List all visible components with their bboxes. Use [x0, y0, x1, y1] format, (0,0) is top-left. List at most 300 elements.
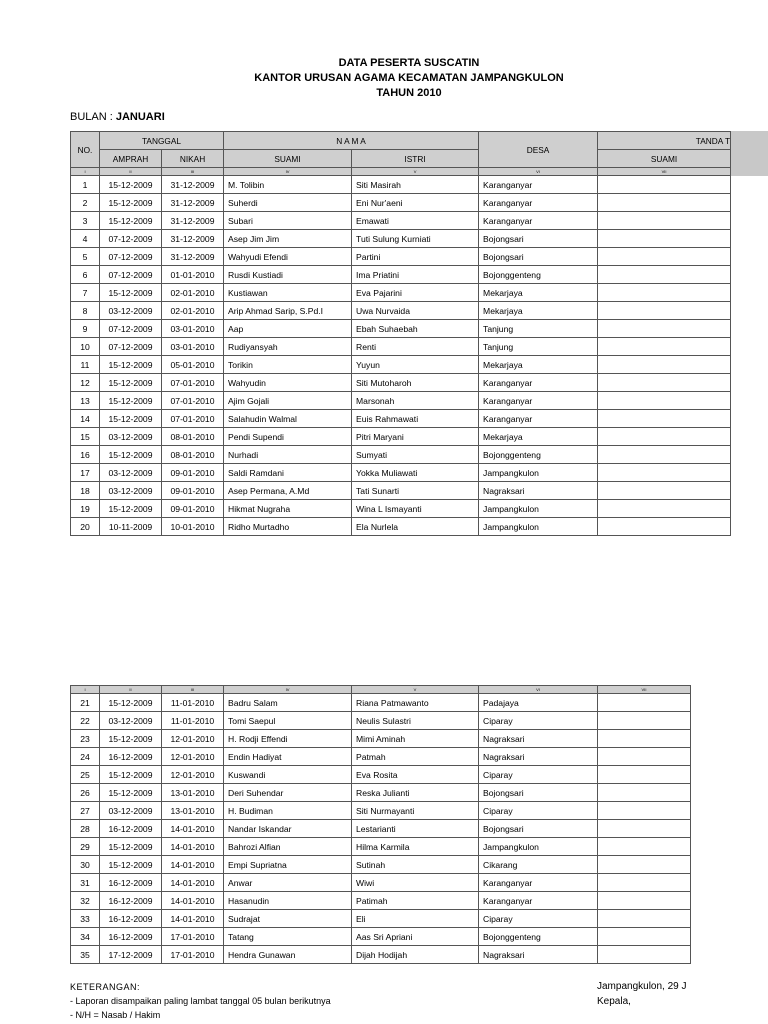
row-number: 11	[71, 356, 100, 374]
table-row	[71, 820, 691, 838]
wife-name: Eli	[352, 910, 479, 928]
column-index-cell: III	[162, 168, 224, 176]
husband-name: Endin Hadiyat	[224, 748, 352, 766]
husband-name: Nandar Iskandar	[224, 820, 352, 838]
wife-name: Uwa Nurvaida	[352, 302, 479, 320]
wife-name: Mimi Aminah	[352, 730, 479, 748]
amprah-date: 03-12-2009	[100, 302, 162, 320]
husband-name: Aap	[224, 320, 352, 338]
note-line: - N/H = Nasab / Hakim	[70, 1010, 161, 1020]
row-number: 16	[71, 446, 100, 464]
table-body-page-2	[71, 694, 691, 964]
amprah-date: 15-12-2009	[100, 356, 162, 374]
nikah-date: 12-01-2010	[162, 766, 224, 784]
notes-heading: KETERANGAN:	[70, 982, 141, 992]
wife-name: Ebah Suhaebah	[352, 320, 479, 338]
row-number: 34	[71, 928, 100, 946]
nikah-date: 02-01-2010	[162, 284, 224, 302]
wife-name: Eva Pajarini	[352, 284, 479, 302]
row-number: 10	[71, 338, 100, 356]
table-row	[71, 482, 731, 500]
header-nama: N A M A	[224, 132, 479, 150]
wife-name: Sutinah	[352, 856, 479, 874]
village: Bojonggenteng	[479, 266, 598, 284]
header-istri: ISTRI	[352, 150, 479, 168]
amprah-date: 03-12-2009	[100, 482, 162, 500]
village: Karanganyar	[479, 392, 598, 410]
amprah-date: 15-12-2009	[100, 446, 162, 464]
row-number: 28	[71, 820, 100, 838]
nikah-date: 07-01-2010	[162, 410, 224, 428]
title-line-1: DATA PESERTA SUSCATIN	[338, 57, 480, 69]
row-number: 5	[71, 248, 100, 266]
nikah-date: 17-01-2010	[162, 928, 224, 946]
village: Jampangkulon	[479, 838, 598, 856]
table-row	[71, 446, 731, 464]
amprah-date: 15-12-2009	[100, 838, 162, 856]
village: Ciparay	[479, 766, 598, 784]
row-number: 9	[71, 320, 100, 338]
husband-name: Asep Permana, A.Md	[224, 482, 352, 500]
signature-cell	[598, 748, 691, 766]
header-amprah: AMPRAH	[100, 150, 162, 168]
wife-name: Emawati	[352, 212, 479, 230]
nikah-date: 02-01-2010	[162, 302, 224, 320]
village: Mekarjaya	[479, 284, 598, 302]
header-no: NO.	[71, 132, 100, 168]
signature-cell	[598, 946, 691, 964]
wife-name: Eni Nur'aeni	[352, 194, 479, 212]
signature-cell	[598, 892, 691, 910]
row-number: 3	[71, 212, 100, 230]
amprah-date: 15-12-2009	[100, 410, 162, 428]
wife-name: Siti Mutoharoh	[352, 374, 479, 392]
husband-name: Sudrajat	[224, 910, 352, 928]
wife-name: Neulis Sulastri	[352, 712, 479, 730]
signature-cell	[598, 694, 691, 712]
signature-cell	[598, 464, 731, 482]
amprah-date: 03-12-2009	[100, 428, 162, 446]
column-index-row	[71, 686, 691, 694]
table-row	[71, 500, 731, 518]
village: Karanganyar	[479, 374, 598, 392]
signature-block	[597, 979, 687, 1009]
table-row	[71, 928, 691, 946]
village: Karanganyar	[479, 194, 598, 212]
signature-cell	[598, 712, 691, 730]
village: Ciparay	[479, 712, 598, 730]
signature-cell	[598, 410, 731, 428]
table-row	[71, 266, 731, 284]
table-row	[71, 712, 691, 730]
amprah-date: 15-12-2009	[100, 374, 162, 392]
amprah-date: 07-12-2009	[100, 230, 162, 248]
document-title	[0, 56, 768, 101]
table-row	[71, 748, 691, 766]
wife-name: Renti	[352, 338, 479, 356]
village: Mekarjaya	[479, 428, 598, 446]
wife-name: Siti Masirah	[352, 176, 479, 194]
row-number: 25	[71, 766, 100, 784]
village: Nagraksari	[479, 748, 598, 766]
village: Bojongsari	[479, 784, 598, 802]
column-index-cell: VII	[598, 168, 731, 176]
husband-name: Tomi Saepul	[224, 712, 352, 730]
husband-name: Wahyudin	[224, 374, 352, 392]
signature-cell	[598, 784, 691, 802]
amprah-date: 15-12-2009	[100, 500, 162, 518]
nikah-date: 17-01-2010	[162, 946, 224, 964]
village: Bojongsari	[479, 248, 598, 266]
husband-name: H. Budiman	[224, 802, 352, 820]
wife-name: Sumyati	[352, 446, 479, 464]
table-row	[71, 892, 691, 910]
table-row	[71, 392, 731, 410]
village: Jampangkulon	[479, 500, 598, 518]
wife-name: Hilma Karmila	[352, 838, 479, 856]
row-number: 18	[71, 482, 100, 500]
row-number: 22	[71, 712, 100, 730]
column-index-cell: I	[71, 168, 100, 176]
husband-name: H. Rodji Effendi	[224, 730, 352, 748]
month-label	[70, 111, 165, 123]
wife-name: Patmah	[352, 748, 479, 766]
signature-cell	[598, 766, 691, 784]
amprah-date: 15-12-2009	[100, 392, 162, 410]
row-number: 4	[71, 230, 100, 248]
table-row	[71, 248, 731, 266]
village: Nagraksari	[479, 482, 598, 500]
row-number: 6	[71, 266, 100, 284]
signature-cell	[598, 176, 731, 194]
table-row	[71, 302, 731, 320]
signature-place-date: Jampangkulon, 29 J	[597, 981, 687, 992]
header-tanda-tangan: TANDA T	[598, 132, 731, 150]
husband-name: Bahrozi Alfian	[224, 838, 352, 856]
table-row	[71, 212, 731, 230]
row-number: 31	[71, 874, 100, 892]
header-tanda-suami: SUAMI	[598, 150, 731, 168]
amprah-date: 16-12-2009	[100, 892, 162, 910]
column-index-cell: II	[100, 168, 162, 176]
amprah-date: 15-12-2009	[100, 784, 162, 802]
header-desa: DESA	[479, 132, 598, 168]
table-row	[71, 410, 731, 428]
nikah-date: 14-01-2010	[162, 910, 224, 928]
participants-table-page-1	[70, 131, 731, 536]
village: Tanjung	[479, 320, 598, 338]
column-index-cell: VII	[598, 686, 691, 694]
nikah-date: 31-12-2009	[162, 230, 224, 248]
table-row	[71, 730, 691, 748]
husband-name: Subari	[224, 212, 352, 230]
amprah-date: 16-12-2009	[100, 928, 162, 946]
signature-cell	[598, 392, 731, 410]
column-index-cell: II	[100, 686, 162, 694]
amprah-date: 15-12-2009	[100, 194, 162, 212]
row-number: 32	[71, 892, 100, 910]
village: Padajaya	[479, 694, 598, 712]
amprah-date: 16-12-2009	[100, 874, 162, 892]
wife-name: Yuyun	[352, 356, 479, 374]
row-number: 23	[71, 730, 100, 748]
wife-name: Ela Nurlela	[352, 518, 479, 536]
amprah-date: 03-12-2009	[100, 712, 162, 730]
signature-cell	[598, 874, 691, 892]
village: Karanganyar	[479, 892, 598, 910]
nikah-date: 05-01-2010	[162, 356, 224, 374]
village: Bojongsari	[479, 230, 598, 248]
wife-name: Tuti Sulung Kurniati	[352, 230, 479, 248]
husband-name: Hikmat Nugraha	[224, 500, 352, 518]
table-row	[71, 838, 691, 856]
column-index-row	[71, 168, 731, 176]
husband-name: M. Tolibin	[224, 176, 352, 194]
amprah-date: 16-12-2009	[100, 820, 162, 838]
village: Tanjung	[479, 338, 598, 356]
wife-name: Euis Rahmawati	[352, 410, 479, 428]
amprah-date: 15-12-2009	[100, 730, 162, 748]
table-row	[71, 784, 691, 802]
signature-cell	[598, 910, 691, 928]
note-line: - Laporan disampaikan paling lambat tanggal 05 bulan berikutnya	[70, 996, 331, 1006]
nikah-date: 31-12-2009	[162, 194, 224, 212]
village: Karanganyar	[479, 874, 598, 892]
table-row	[71, 428, 731, 446]
nikah-date: 03-01-2010	[162, 338, 224, 356]
notes-section	[70, 980, 331, 1022]
signature-cell	[598, 230, 731, 248]
wife-name: Yokka Muliawati	[352, 464, 479, 482]
village: Ciparay	[479, 802, 598, 820]
nikah-date: 13-01-2010	[162, 784, 224, 802]
signature-cell	[598, 856, 691, 874]
amprah-date: 17-12-2009	[100, 946, 162, 964]
nikah-date: 09-01-2010	[162, 464, 224, 482]
wife-name: Aas Sri Apriani	[352, 928, 479, 946]
table-row	[71, 874, 691, 892]
village: Jampangkulon	[479, 464, 598, 482]
nikah-date: 09-01-2010	[162, 500, 224, 518]
row-number: 30	[71, 856, 100, 874]
row-number: 27	[71, 802, 100, 820]
table-row	[71, 856, 691, 874]
husband-name: Anwar	[224, 874, 352, 892]
husband-name: Ridho Murtadho	[224, 518, 352, 536]
nikah-date: 14-01-2010	[162, 838, 224, 856]
wife-name: Wiwi	[352, 874, 479, 892]
row-number: 19	[71, 500, 100, 518]
nikah-date: 14-01-2010	[162, 892, 224, 910]
row-number: 13	[71, 392, 100, 410]
wife-name: Partini	[352, 248, 479, 266]
amprah-date: 15-12-2009	[100, 856, 162, 874]
column-index-cell: I	[71, 686, 100, 694]
row-number: 24	[71, 748, 100, 766]
header-suami: SUAMI	[224, 150, 352, 168]
signature-cell	[598, 266, 731, 284]
wife-name: Dijah Hodijah	[352, 946, 479, 964]
village: Cikarang	[479, 856, 598, 874]
signature-cell	[598, 194, 731, 212]
village: Ciparay	[479, 910, 598, 928]
wife-name: Reska Julianti	[352, 784, 479, 802]
column-index-cell: V	[352, 686, 479, 694]
row-number: 33	[71, 910, 100, 928]
amprah-date: 15-12-2009	[100, 694, 162, 712]
wife-name: Eva Rosita	[352, 766, 479, 784]
row-number: 2	[71, 194, 100, 212]
wife-name: Lestarianti	[352, 820, 479, 838]
table-row	[71, 694, 691, 712]
table-row	[71, 518, 731, 536]
nikah-date: 14-01-2010	[162, 820, 224, 838]
nikah-date: 07-01-2010	[162, 374, 224, 392]
village: Nagraksari	[479, 946, 598, 964]
row-number: 35	[71, 946, 100, 964]
table-row	[71, 910, 691, 928]
table-row	[71, 946, 691, 964]
row-number: 7	[71, 284, 100, 302]
row-number: 12	[71, 374, 100, 392]
row-number: 1	[71, 176, 100, 194]
wife-name: Ima Priatini	[352, 266, 479, 284]
husband-name: Wahyudi Efendi	[224, 248, 352, 266]
amprah-date: 07-12-2009	[100, 266, 162, 284]
row-number: 29	[71, 838, 100, 856]
husband-name: Arip Ahmad Sarip, S.Pd.I	[224, 302, 352, 320]
amprah-date: 03-12-2009	[100, 464, 162, 482]
village: Karanganyar	[479, 212, 598, 230]
column-index-cell: V	[352, 168, 479, 176]
husband-name: Pendi Supendi	[224, 428, 352, 446]
husband-name: Kuswandi	[224, 766, 352, 784]
signature-role: Kepala,	[597, 996, 631, 1007]
signature-cell	[598, 802, 691, 820]
nikah-date: 31-12-2009	[162, 212, 224, 230]
table-row	[71, 230, 731, 248]
row-number: 21	[71, 694, 100, 712]
village: Bojonggenteng	[479, 446, 598, 464]
row-number: 8	[71, 302, 100, 320]
month-label-text: BULAN :	[70, 111, 113, 123]
column-index-cell: IV	[224, 686, 352, 694]
village: Bojongsari	[479, 820, 598, 838]
village: Mekarjaya	[479, 302, 598, 320]
table-body-page-1	[71, 176, 731, 536]
signature-cell	[598, 212, 731, 230]
signature-cell	[598, 320, 731, 338]
nikah-date: 10-01-2010	[162, 518, 224, 536]
village: Karanganyar	[479, 410, 598, 428]
nikah-date: 12-01-2010	[162, 730, 224, 748]
village: Karanganyar	[479, 176, 598, 194]
signature-cell	[598, 446, 731, 464]
husband-name: Saldi Ramdani	[224, 464, 352, 482]
nikah-date: 09-01-2010	[162, 482, 224, 500]
husband-name: Badru Salam	[224, 694, 352, 712]
nikah-date: 14-01-2010	[162, 874, 224, 892]
wife-name: Siti Nurmayanti	[352, 802, 479, 820]
nikah-date: 11-01-2010	[162, 694, 224, 712]
signature-cell	[598, 518, 731, 536]
table-row	[71, 802, 691, 820]
amprah-date: 03-12-2009	[100, 802, 162, 820]
amprah-date: 10-11-2009	[100, 518, 162, 536]
amprah-date: 15-12-2009	[100, 176, 162, 194]
amprah-date: 15-12-2009	[100, 766, 162, 784]
village: Jampangkulon	[479, 518, 598, 536]
wife-name: Pitri Maryani	[352, 428, 479, 446]
table-row	[71, 194, 731, 212]
husband-name: Salahudin Walmal	[224, 410, 352, 428]
wife-name: Patimah	[352, 892, 479, 910]
nikah-date: 31-12-2009	[162, 248, 224, 266]
wife-name: Wina L Ismayanti	[352, 500, 479, 518]
signature-cell	[598, 302, 731, 320]
husband-name: Tatang	[224, 928, 352, 946]
participants-table-page-2	[70, 685, 690, 964]
husband-name: Kustiawan	[224, 284, 352, 302]
nikah-date: 11-01-2010	[162, 712, 224, 730]
amprah-date: 07-12-2009	[100, 248, 162, 266]
signature-cell	[598, 500, 731, 518]
signature-cell	[598, 428, 731, 446]
table-row	[71, 766, 691, 784]
village: Bojonggenteng	[479, 928, 598, 946]
nikah-date: 08-01-2010	[162, 428, 224, 446]
wife-name: Marsonah	[352, 392, 479, 410]
table-row	[71, 374, 731, 392]
title-line-2: KANTOR URUSAN AGAMA KECAMATAN JAMPANGKULON	[254, 72, 564, 84]
wife-name: Riana Patmawanto	[352, 694, 479, 712]
signature-cell	[598, 730, 691, 748]
title-line-3: TAHUN 2010	[376, 87, 442, 99]
husband-name: Asep Jim Jim	[224, 230, 352, 248]
amprah-date: 15-12-2009	[100, 212, 162, 230]
table-row	[71, 338, 731, 356]
nikah-date: 14-01-2010	[162, 856, 224, 874]
signature-cell	[598, 284, 731, 302]
row-number: 17	[71, 464, 100, 482]
husband-name: Hasanudin	[224, 892, 352, 910]
nikah-date: 08-01-2010	[162, 446, 224, 464]
wife-name: Tati Sunarti	[352, 482, 479, 500]
column-index-cell: IV	[224, 168, 352, 176]
signature-cell	[598, 374, 731, 392]
nikah-date: 01-01-2010	[162, 266, 224, 284]
month-value: JANUARI	[115, 111, 165, 123]
husband-name: Suherdi	[224, 194, 352, 212]
nikah-date: 13-01-2010	[162, 802, 224, 820]
nikah-date: 07-01-2010	[162, 392, 224, 410]
nikah-date: 12-01-2010	[162, 748, 224, 766]
amprah-date: 15-12-2009	[100, 284, 162, 302]
husband-name: Rudiyansyah	[224, 338, 352, 356]
signature-cell	[598, 356, 731, 374]
village: Mekarjaya	[479, 356, 598, 374]
husband-name: Hendra Gunawan	[224, 946, 352, 964]
husband-name: Rusdi Kustiadi	[224, 266, 352, 284]
village: Nagraksari	[479, 730, 598, 748]
header-tanggal: TANGGAL	[100, 132, 224, 150]
table-row	[71, 320, 731, 338]
column-index-cell: VI	[479, 168, 598, 176]
husband-name: Torikin	[224, 356, 352, 374]
row-number: 14	[71, 410, 100, 428]
nikah-date: 31-12-2009	[162, 176, 224, 194]
signature-cell	[598, 820, 691, 838]
